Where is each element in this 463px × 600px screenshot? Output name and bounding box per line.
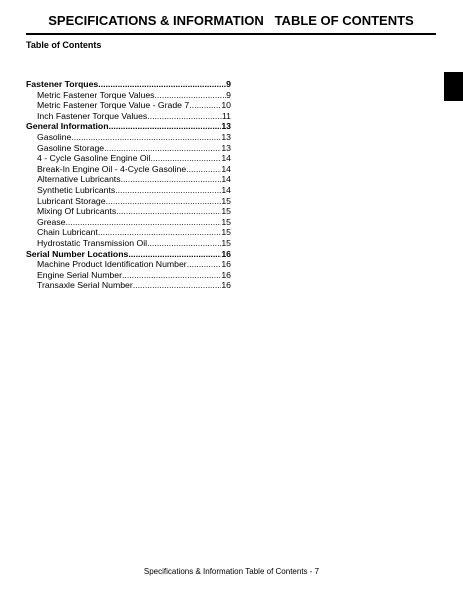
toc-entry[interactable] [26, 143, 231, 154]
toc-entry-page: 9 [226, 89, 231, 100]
toc-entry[interactable] [26, 227, 231, 238]
toc-dot-leader [122, 270, 221, 281]
toc-dot-leader [106, 196, 222, 207]
toc-entry-title: Synthetic Lubricants [37, 184, 116, 195]
toc-dot-leader [98, 227, 221, 238]
toc-entry-title: Machine Product Identification Number [37, 259, 187, 270]
footer-page-number: - 7 [309, 567, 320, 576]
toc-entry-title: Inch Fastener Torque Values [37, 110, 148, 121]
toc-section-entry[interactable] [26, 249, 231, 260]
toc-entry-title: Engine Serial Number [37, 269, 122, 280]
toc-entry[interactable] [26, 90, 231, 101]
toc-entry-page: 16 [221, 280, 231, 291]
toc-entry-title: Lubricant Storage [37, 195, 106, 206]
toc-entry[interactable] [26, 100, 231, 111]
toc-entry[interactable] [26, 111, 231, 122]
toc-section-entry[interactable] [26, 121, 231, 132]
toc-entry-title: Grease [37, 216, 66, 227]
toc-entry-title: Gasoline Storage [37, 142, 105, 153]
toc-entry-page: 9 [226, 79, 231, 89]
toc-entry[interactable] [26, 238, 231, 249]
toc-entry-title: General Information [26, 121, 109, 132]
toc-entry-page: 10 [221, 100, 231, 111]
toc-entry-title: Serial Number Locations [26, 248, 129, 259]
toc-dot-leader [186, 164, 221, 175]
toc-dot-leader [98, 79, 226, 90]
toc-entry-page: 13 [221, 121, 231, 132]
toc-entry-title: Transaxle Serial Number [37, 280, 133, 291]
header-section-title: SPECIFICATIONS & INFORMATION [48, 13, 264, 28]
toc-entry-title: 4 - Cycle Gasoline Engine Oil [37, 153, 151, 164]
toc-entry[interactable] [26, 132, 231, 143]
toc-entry[interactable] [26, 153, 231, 164]
header-page-title: TABLE OF CONTENTS [274, 13, 414, 28]
toc-entry[interactable] [26, 259, 231, 270]
toc-dot-leader [133, 280, 222, 291]
toc-entry-page: 13 [221, 142, 231, 153]
toc-entry-page: 15 [221, 195, 231, 206]
toc-dot-leader [187, 259, 222, 270]
toc-entry-page: 14 [221, 153, 231, 164]
toc-entry-title: Break-In Engine Oil - 4-Cycle Gasoline [37, 163, 187, 174]
toc-entry-title: Mixing Of Lubricants [37, 206, 117, 217]
toc-dot-leader [155, 90, 227, 101]
toc-entry[interactable] [26, 164, 231, 175]
toc-entry-title: Alternative Lubricants [37, 174, 121, 185]
toc-entry-page: 14 [221, 163, 231, 174]
footer-title: Table of Contents [245, 567, 308, 576]
toc-dot-leader [66, 217, 222, 228]
table-of-contents [26, 79, 231, 291]
toc-entry[interactable] [26, 280, 231, 291]
toc-dot-leader [128, 249, 221, 260]
footer-section: Specifications & Information [143, 567, 244, 576]
toc-entry[interactable] [26, 270, 231, 281]
toc-entry-page: 15 [221, 216, 231, 227]
page-footer [0, 567, 463, 577]
toc-entry-title: Gasoline [37, 131, 72, 142]
toc-entry-page: 14 [221, 184, 231, 195]
toc-dot-leader [147, 111, 222, 122]
toc-entry-page: 13 [221, 131, 231, 142]
toc-entry-page: 16 [221, 269, 231, 280]
section-heading: Table of Contents [26, 40, 102, 50]
toc-entry[interactable] [26, 217, 231, 228]
toc-entry-page: 14 [221, 174, 231, 185]
toc-dot-leader [147, 238, 221, 249]
page-header [26, 12, 436, 35]
toc-dot-leader [109, 121, 222, 132]
toc-dot-leader [71, 132, 221, 143]
toc-entry-title: Metric Fastener Torque Value - Grade 7 [37, 100, 190, 111]
toc-dot-leader [121, 174, 222, 185]
toc-dot-leader [116, 206, 221, 217]
toc-entry-title: Hydrostatic Transmission Oil [37, 237, 148, 248]
toc-entry[interactable] [26, 206, 231, 217]
toc-entry-page: 11 [221, 110, 231, 121]
toc-dot-leader [150, 153, 221, 164]
toc-entry-title: Chain Lubricant [37, 227, 98, 238]
toc-dot-leader [115, 185, 221, 196]
toc-entry-page: 15 [221, 237, 231, 248]
toc-entry[interactable] [26, 196, 231, 207]
toc-section-entry[interactable] [26, 79, 231, 90]
toc-entry-page: 15 [221, 227, 231, 238]
toc-entry-title: Metric Fastener Torque Values [37, 89, 155, 100]
toc-dot-leader [189, 100, 221, 111]
toc-dot-leader [104, 143, 221, 154]
toc-entry[interactable] [26, 185, 231, 196]
toc-entry-page: 16 [221, 248, 231, 259]
toc-entry-page: 16 [221, 259, 231, 270]
toc-entry-title: Fastener Torques [26, 79, 99, 89]
toc-entry[interactable] [26, 174, 231, 185]
section-tab-marker [444, 72, 463, 101]
toc-entry-page: 15 [221, 206, 231, 217]
